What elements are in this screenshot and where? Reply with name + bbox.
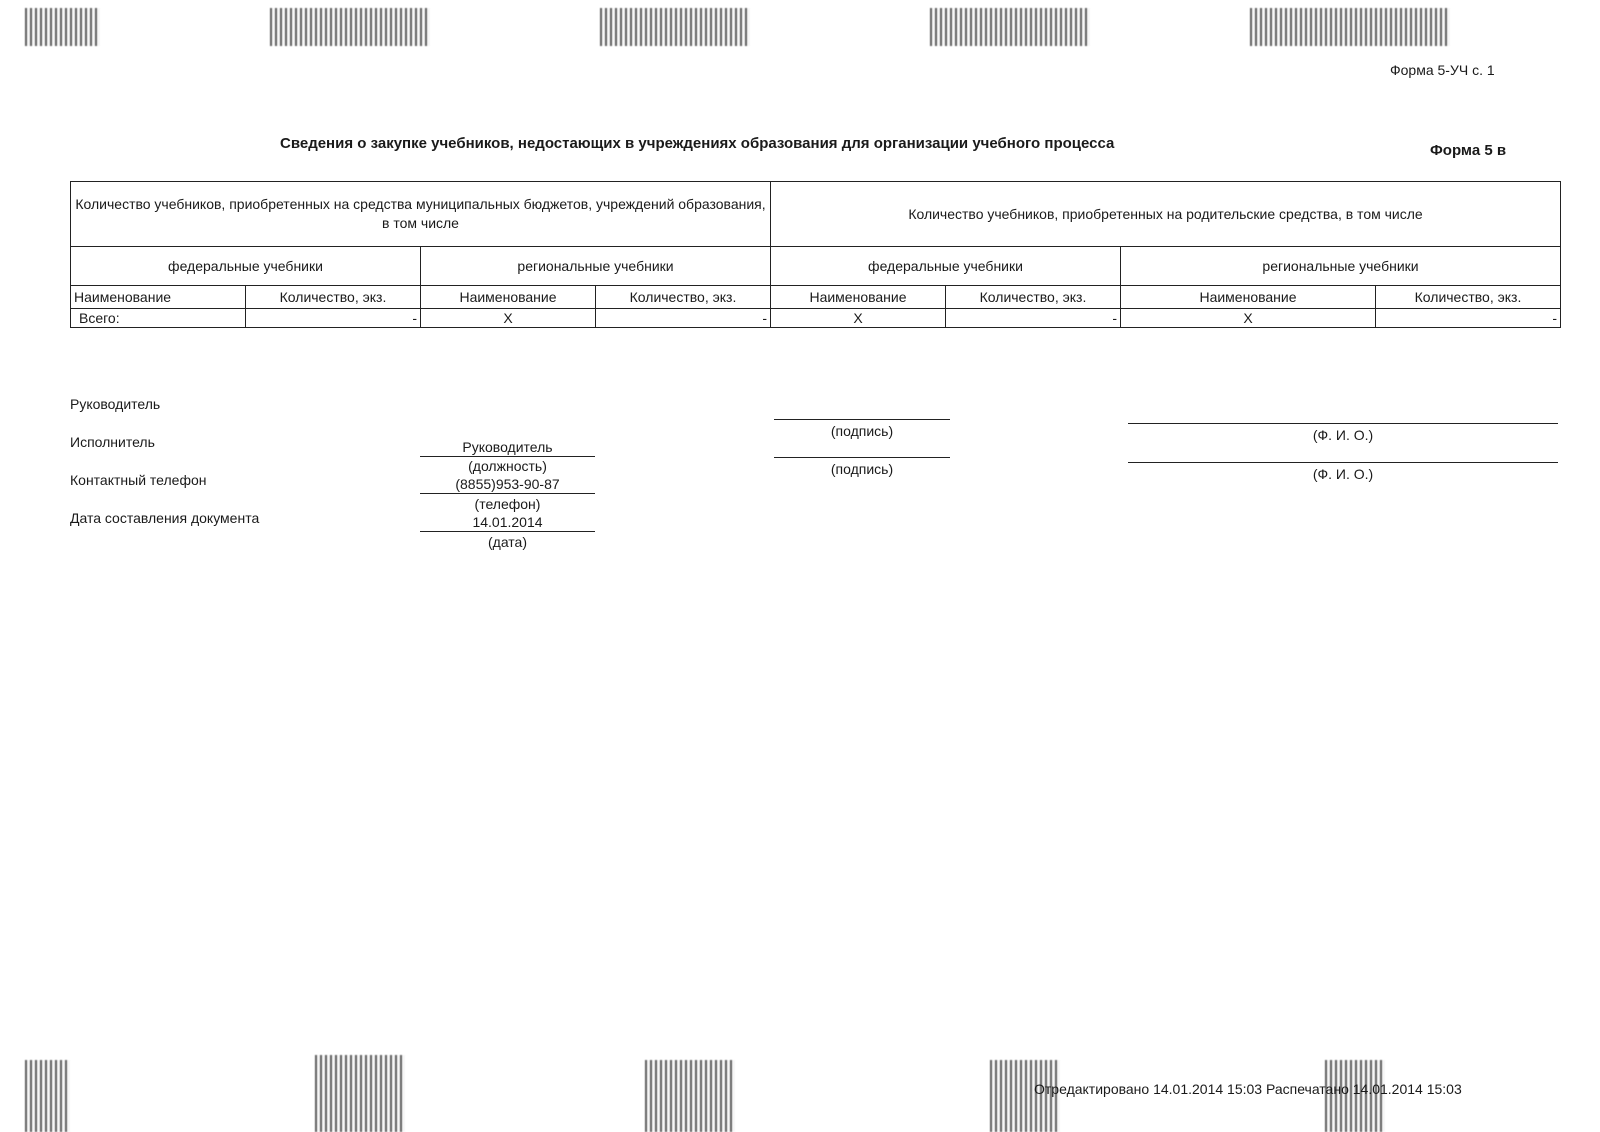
scan-artifact-top [600,8,750,46]
total-value-cell: - [946,309,1121,328]
executor-fio-line [1128,444,1558,463]
purchase-table [70,181,1561,328]
phone-field: (8855)953-90-87 [420,475,595,494]
scan-artifact-top [25,8,100,46]
total-value-cell: - [596,309,771,328]
parental-federal-header: федеральные учебники [771,247,1121,286]
column-header-name: Наименование [421,286,596,309]
total-value-cell: - [246,309,421,328]
executor-fio-caption: (Ф. И. О.) [1312,466,1374,482]
head-signature-caption: (подпись) [830,423,894,439]
total-x-cell: Х [421,309,596,328]
head-fio-line [1128,405,1558,424]
scan-artifact-bottom [315,1055,405,1132]
column-header-qty: Количество, экз. [946,286,1121,309]
total-value-cell: - [1376,309,1561,328]
scan-artifact-top [270,8,430,46]
total-x-cell: Х [771,309,946,328]
form-reference: Форма 5-УЧ с. 1 [1390,62,1495,78]
phone-caption: (телефон) [474,496,541,512]
municipal-federal-header: федеральные учебники [71,247,421,286]
column-header-qty: Количество, экз. [596,286,771,309]
column-header-qty: Количество, экз. [246,286,421,309]
parental-regional-header: региональные учебники [1121,247,1561,286]
head-label: Руководитель [70,396,161,412]
parental-funds-header: Количество учебников, приобретенных на родительские средства, в том числе [771,182,1561,247]
column-header-name: Наименование [771,286,946,309]
table-group-row [71,182,1561,247]
municipal-budget-header: Количество учебников, приобретенных на средства муниципальных бюджетов, учреждений образования, в том числе [71,182,771,247]
scan-artifact-top [1250,8,1450,46]
municipal-regional-header: региональные учебники [421,247,771,286]
scan-artifact-bottom [645,1060,735,1132]
position-caption: (должность) [468,458,547,474]
scan-artifact-bottom [25,1060,70,1132]
table-column-row [71,286,1561,309]
column-header-name: Наименование [71,286,246,309]
executor-label: Исполнитель [70,434,155,450]
head-signature-line [774,401,950,420]
column-header-qty: Количество, экз. [1376,286,1561,309]
head-fio-caption: (Ф. И. О.) [1312,427,1374,443]
date-label: Дата составления документа [70,510,260,526]
edit-print-stamp: Отредактировано 14.01.2014 15:03 Распечатано 14.01.2014 15:03 [1034,1081,1462,1097]
date-field: 14.01.2014 [420,513,595,532]
executor-signature-caption: (подпись) [830,461,894,477]
scan-artifact-top [930,8,1090,46]
column-header-name: Наименование [1121,286,1376,309]
date-caption: (дата) [487,534,527,550]
table-total-row [71,309,1561,328]
position-field: Руководитель [420,438,595,457]
form-code: Форма 5 в [1430,142,1507,159]
document-title: Сведения о закупке учебников, недостающих в учреждениях образования для организации учебного процесса [280,135,1115,152]
executor-signature-line [774,439,950,458]
total-label: Всего: [71,309,246,328]
phone-label: Контактный телефон [70,472,207,488]
table-subgroup-row [71,247,1561,286]
total-x-cell: Х [1121,309,1376,328]
